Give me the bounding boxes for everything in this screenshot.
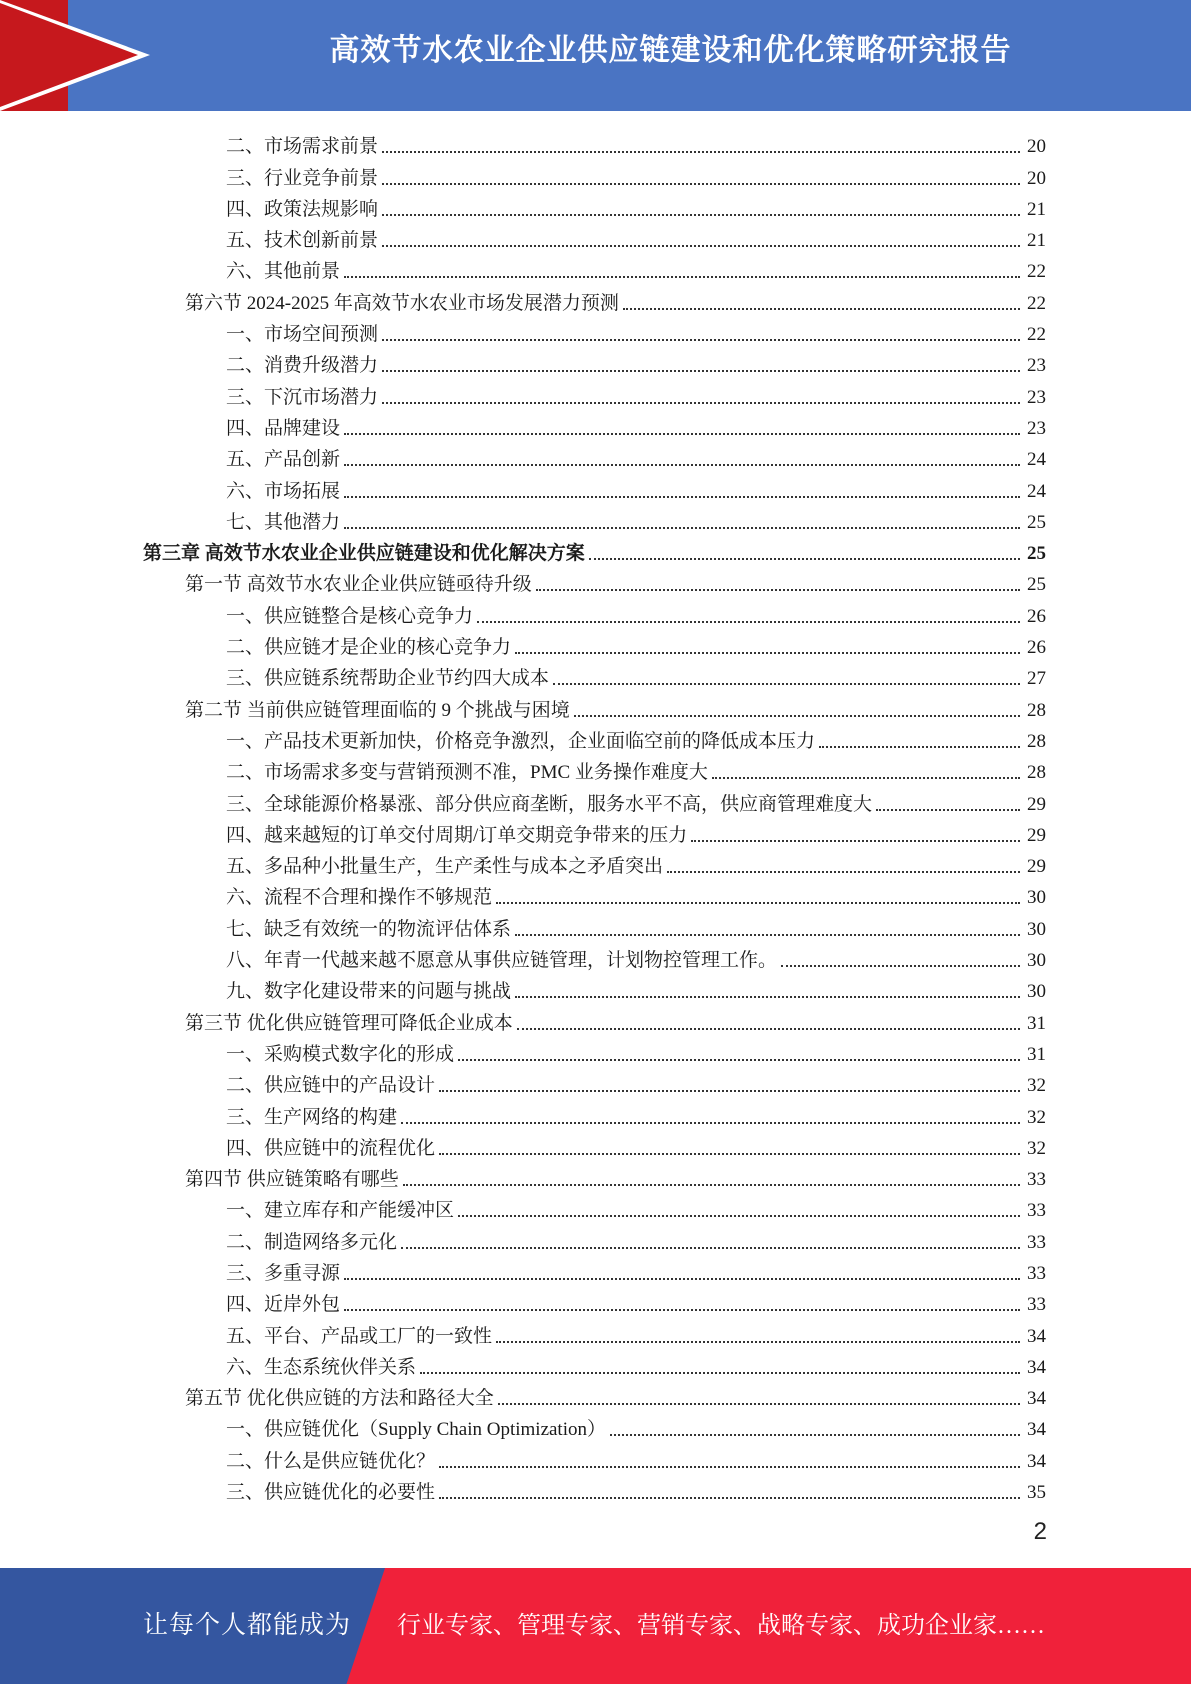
toc-entry-page: 32 — [1027, 1137, 1046, 1159]
toc-entry-page: 28 — [1027, 699, 1046, 721]
toc-entry-page: 33 — [1027, 1200, 1046, 1222]
toc-entry-title: 二、什么是供应链优化？ — [226, 1446, 437, 1473]
toc-entry-title: 第三章 高效节水农业企业供应链建设和优化解决方案 — [143, 538, 587, 565]
toc-entry-title: 一、供应链优化（Supply Chain Optimization） — [226, 1414, 608, 1441]
toc-leader-dots — [382, 214, 1020, 216]
toc-entry[interactable] — [0, 565, 1191, 596]
toc-entry-page: 33 — [1027, 1262, 1046, 1284]
toc-entry-page: 33 — [1027, 1169, 1046, 1191]
toc-entry-title: 一、供应链整合是核心竞争力 — [226, 601, 475, 628]
toc-entry[interactable] — [0, 1066, 1191, 1097]
toc-entry-page: 32 — [1027, 1106, 1046, 1128]
toc-leader-dots — [574, 715, 1020, 717]
toc-entry-title: 二、消费升级潜力 — [226, 350, 380, 377]
toc-leader-dots — [498, 1403, 1020, 1405]
toc-leader-dots — [382, 370, 1020, 372]
toc-leader-dots — [344, 496, 1020, 498]
toc-entry-title: 六、流程不合理和操作不够规范 — [226, 882, 494, 909]
toc-entry-page: 31 — [1027, 1012, 1046, 1034]
toc-entry-title: 第六节 2024-2025 年高效节水农业市场发展潜力预测 — [185, 288, 621, 315]
toc-entry[interactable] — [0, 127, 1191, 158]
toc-entry-title: 第一节 高效节水农业企业供应链亟待升级 — [185, 569, 534, 596]
toc-entry-title: 一、市场空间预测 — [226, 319, 380, 346]
toc-leader-dots — [515, 996, 1020, 998]
toc-entry[interactable] — [0, 221, 1191, 252]
toc-entry-title: 一、采购模式数字化的形成 — [226, 1039, 456, 1066]
toc-leader-dots — [382, 339, 1020, 341]
toc-entry-title: 三、供应链系统帮助企业节约四大成本 — [226, 663, 551, 690]
toc-entry-page: 21 — [1027, 230, 1046, 252]
toc-entry-page: 26 — [1027, 637, 1046, 659]
toc-entry[interactable] — [0, 941, 1191, 972]
toc-entry[interactable] — [0, 534, 1191, 565]
toc-leader-dots — [691, 840, 1020, 842]
toc-entry[interactable] — [0, 252, 1191, 283]
toc-entry-page: 34 — [1027, 1356, 1046, 1378]
toc-entry-page: 27 — [1027, 668, 1046, 690]
toc-entry[interactable] — [0, 283, 1191, 314]
toc-leader-dots — [439, 1466, 1020, 1468]
toc-entry-page: 22 — [1027, 261, 1046, 283]
toc-entry[interactable] — [0, 1441, 1191, 1472]
toc-entry-title: 五、技术创新前景 — [226, 225, 380, 252]
toc-entry[interactable] — [0, 596, 1191, 627]
toc-entry-page: 29 — [1027, 856, 1046, 878]
toc-entry-title: 五、平台、产品或工厂的一致性 — [226, 1321, 494, 1348]
toc-entry-title: 三、全球能源价格暴涨、部分供应商垄断，服务水平不高，供应商管理难度大 — [226, 789, 874, 816]
toc-entry[interactable] — [0, 409, 1191, 440]
toc-leader-dots — [344, 527, 1020, 529]
toc-entry-page: 24 — [1027, 480, 1046, 502]
toc-entry[interactable] — [0, 972, 1191, 1003]
toc-entry[interactable] — [0, 1316, 1191, 1347]
toc-entry-title: 六、生态系统伙伴关系 — [226, 1352, 418, 1379]
toc-leader-dots — [439, 1090, 1020, 1092]
toc-entry-title: 七、缺乏有效统一的物流评估体系 — [226, 914, 513, 941]
toc-entry-title: 三、行业竞争前景 — [226, 163, 380, 190]
toc-leader-dots — [517, 1028, 1020, 1030]
toc-leader-dots — [382, 183, 1020, 185]
toc-entry[interactable] — [0, 847, 1191, 878]
toc-entry[interactable] — [0, 1379, 1191, 1410]
toc-entry-title: 五、多品种小批量生产，生产柔性与成本之矛盾突出 — [226, 851, 665, 878]
toc-entry-title: 二、市场需求多变与营销预测不准，PMC 业务操作难度大 — [226, 757, 710, 784]
toc-entry-title: 四、近岸外包 — [226, 1289, 342, 1316]
toc-entry[interactable] — [0, 628, 1191, 659]
page-header — [0, 0, 1191, 111]
toc-entry-title: 一、产品技术更新加快，价格竞争激烈，企业面临空前的降低成本压力 — [226, 726, 817, 753]
toc-entry[interactable] — [0, 1160, 1191, 1191]
toc-entry[interactable] — [0, 878, 1191, 909]
toc-leader-dots — [401, 1247, 1020, 1249]
table-of-contents — [0, 127, 1191, 1504]
toc-leader-dots — [623, 308, 1020, 310]
toc-leader-dots — [712, 777, 1020, 779]
toc-entry-page: 22 — [1027, 292, 1046, 314]
toc-entry[interactable] — [0, 1003, 1191, 1034]
toc-entry-page: 22 — [1027, 324, 1046, 346]
toc-entry-title: 一、建立库存和产能缓冲区 — [226, 1195, 456, 1222]
toc-entry-title: 五、产品创新 — [226, 444, 342, 471]
page-number: 2 — [1033, 1518, 1047, 1545]
toc-entry-page: 25 — [1027, 511, 1046, 533]
toc-entry[interactable] — [0, 1222, 1191, 1253]
footer-slogan-right: 行业专家、管理专家、营销专家、战略专家、成功企业家…… — [397, 1613, 1045, 1639]
toc-leader-dots — [382, 151, 1020, 153]
toc-leader-dots — [458, 1059, 1020, 1061]
toc-entry[interactable] — [0, 1129, 1191, 1160]
toc-entry-page: 24 — [1027, 449, 1046, 471]
toc-leader-dots — [781, 965, 1020, 967]
toc-entry-title: 二、供应链才是企业的核心竞争力 — [226, 632, 513, 659]
toc-entry[interactable] — [0, 1285, 1191, 1316]
toc-leader-dots — [589, 558, 1020, 560]
toc-entry-page: 23 — [1027, 417, 1046, 439]
toc-leader-dots — [420, 1372, 1020, 1374]
toc-entry[interactable] — [0, 471, 1191, 502]
toc-entry-title: 二、制造网络多元化 — [226, 1227, 399, 1254]
toc-entry-title: 三、生产网络的构建 — [226, 1102, 399, 1129]
toc-entry-title: 八、年青一代越来越不愿意从事供应链管理，计划物控管理工作。 — [226, 945, 779, 972]
toc-entry-page: 23 — [1027, 386, 1046, 408]
toc-entry[interactable] — [0, 158, 1191, 189]
toc-entry-title: 三、下沉市场潜力 — [226, 382, 380, 409]
toc-entry-title: 七、其他潜力 — [226, 507, 342, 534]
toc-leader-dots — [458, 1215, 1020, 1217]
toc-entry-page: 34 — [1027, 1388, 1046, 1410]
toc-entry[interactable] — [0, 1035, 1191, 1066]
toc-leader-dots — [515, 652, 1020, 654]
toc-entry-page: 23 — [1027, 355, 1046, 377]
toc-leader-dots — [876, 809, 1020, 811]
toc-leader-dots — [496, 902, 1020, 904]
toc-entry-title: 二、市场需求前景 — [226, 131, 380, 158]
toc-entry-page: 29 — [1027, 824, 1046, 846]
page-footer — [0, 1568, 1191, 1684]
toc-entry-page: 30 — [1027, 887, 1046, 909]
toc-entry-title: 六、市场拓展 — [226, 476, 342, 503]
toc-entry[interactable] — [0, 503, 1191, 534]
report-title: 高效节水农业企业供应链建设和优化策略研究报告 — [329, 33, 1012, 68]
toc-leader-dots — [477, 621, 1020, 623]
toc-entry[interactable] — [0, 1348, 1191, 1379]
toc-entry-page: 33 — [1027, 1231, 1046, 1253]
footer-slogan-left: 让每个人都能成为 — [143, 1612, 352, 1639]
toc-leader-dots — [439, 1153, 1020, 1155]
toc-entry[interactable] — [0, 784, 1191, 815]
toc-entry[interactable] — [0, 315, 1191, 346]
toc-entry-title: 九、数字化建设带来的问题与挑战 — [226, 976, 513, 1003]
toc-entry[interactable] — [0, 1191, 1191, 1222]
toc-entry-page: 25 — [1027, 574, 1046, 596]
toc-entry-page: 32 — [1027, 1075, 1046, 1097]
toc-entry[interactable] — [0, 1473, 1191, 1504]
toc-entry[interactable] — [0, 659, 1191, 690]
toc-entry[interactable] — [0, 1410, 1191, 1441]
toc-entry-page: 20 — [1027, 167, 1046, 189]
toc-entry[interactable] — [0, 190, 1191, 221]
toc-entry-title: 第五节 优化供应链的方法和路径大全 — [185, 1383, 496, 1410]
toc-entry[interactable] — [0, 722, 1191, 753]
toc-leader-dots — [819, 746, 1020, 748]
toc-entry-page: 31 — [1027, 1043, 1046, 1065]
toc-entry-title: 四、供应链中的流程优化 — [226, 1133, 437, 1160]
toc-leader-dots — [553, 683, 1020, 685]
toc-entry-title: 三、供应链优化的必要性 — [226, 1477, 437, 1504]
toc-entry[interactable] — [0, 816, 1191, 847]
toc-leader-dots — [496, 1341, 1020, 1343]
toc-entry-title: 二、供应链中的产品设计 — [226, 1070, 437, 1097]
toc-entry-page: 21 — [1027, 198, 1046, 220]
toc-entry[interactable] — [0, 440, 1191, 471]
toc-leader-dots — [344, 464, 1020, 466]
toc-leader-dots — [344, 1309, 1020, 1311]
toc-entry[interactable] — [0, 753, 1191, 784]
toc-entry-page: 35 — [1027, 1482, 1046, 1504]
toc-entry-title: 四、政策法规影响 — [226, 194, 380, 221]
toc-entry-page: 34 — [1027, 1325, 1046, 1347]
toc-entry-page: 28 — [1027, 730, 1046, 752]
toc-leader-dots — [403, 1184, 1020, 1186]
toc-leader-dots — [536, 589, 1020, 591]
toc-entry-title: 第四节 供应链策略有哪些 — [185, 1164, 401, 1191]
toc-entry-page: 30 — [1027, 981, 1046, 1003]
toc-leader-dots — [344, 433, 1020, 435]
toc-leader-dots — [382, 245, 1020, 247]
toc-entry-page: 34 — [1027, 1450, 1046, 1472]
toc-entry-page: 34 — [1027, 1419, 1046, 1441]
toc-entry-page: 30 — [1027, 950, 1046, 972]
toc-entry-title: 第三节 优化供应链管理可降低企业成本 — [185, 1008, 515, 1035]
toc-entry-page: 30 — [1027, 918, 1046, 940]
toc-leader-dots — [515, 934, 1020, 936]
toc-leader-dots — [439, 1497, 1020, 1499]
toc-entry-title: 四、品牌建设 — [226, 413, 342, 440]
toc-entry[interactable] — [0, 690, 1191, 721]
toc-entry-page: 25 — [1027, 543, 1046, 565]
toc-entry-title: 第二节 当前供应链管理面临的 9 个挑战与困境 — [185, 695, 572, 722]
toc-leader-dots — [344, 1278, 1020, 1280]
toc-leader-dots — [401, 1122, 1020, 1124]
toc-entry-page: 29 — [1027, 793, 1046, 815]
toc-leader-dots — [382, 402, 1020, 404]
toc-entry-page: 26 — [1027, 605, 1046, 627]
toc-leader-dots — [610, 1434, 1020, 1436]
toc-entry[interactable] — [0, 1097, 1191, 1128]
toc-entry[interactable] — [0, 377, 1191, 408]
toc-entry-title: 六、其他前景 — [226, 256, 342, 283]
toc-leader-dots — [667, 871, 1020, 873]
toc-leader-dots — [344, 276, 1020, 278]
toc-entry-page: 33 — [1027, 1294, 1046, 1316]
toc-entry-page: 20 — [1027, 136, 1046, 158]
toc-entry[interactable] — [0, 909, 1191, 940]
header-arrow — [0, 3, 138, 107]
toc-entry-title: 四、越来越短的订单交付周期/订单交期竞争带来的压力 — [226, 820, 689, 847]
toc-entry[interactable] — [0, 346, 1191, 377]
toc-entry[interactable] — [0, 1254, 1191, 1285]
toc-entry-page: 28 — [1027, 762, 1046, 784]
toc-entry-title: 三、多重寻源 — [226, 1258, 342, 1285]
